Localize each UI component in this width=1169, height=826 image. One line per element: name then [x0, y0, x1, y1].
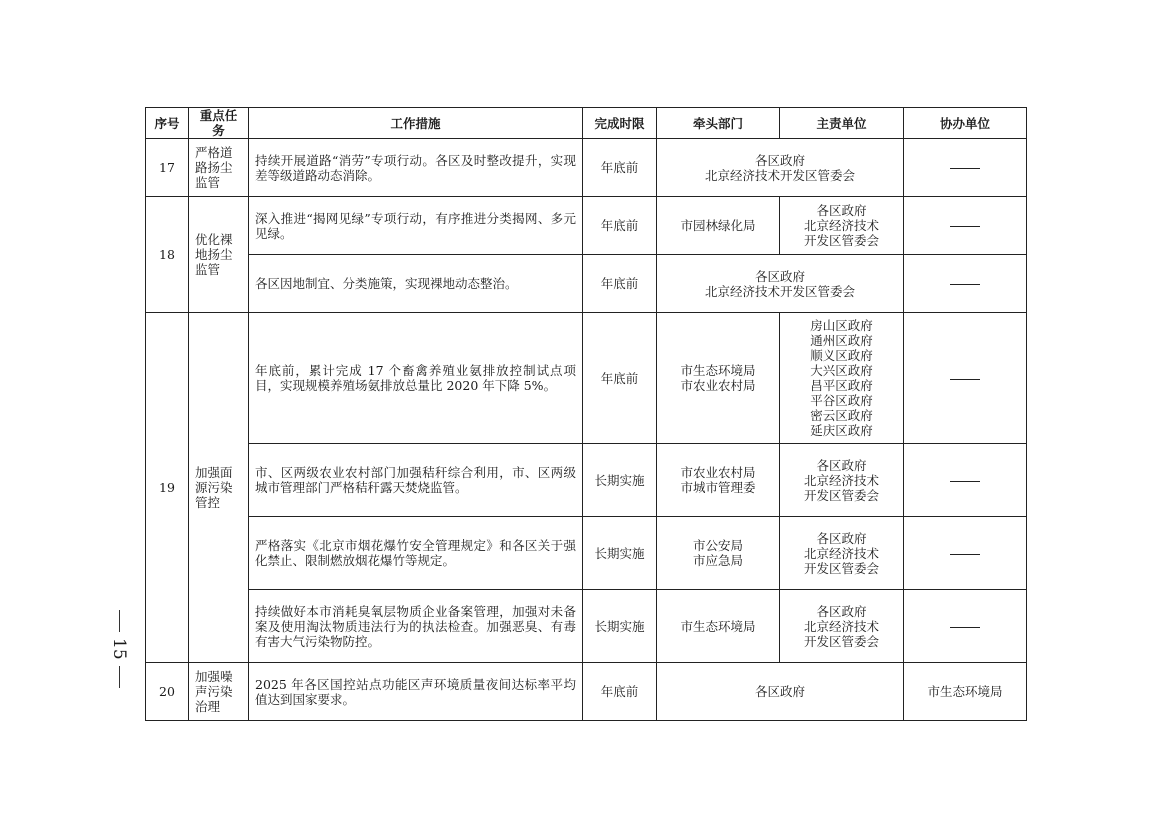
unit-name: 各区政府: [816, 603, 867, 619]
unit-name: 开发区管委会: [803, 233, 879, 248]
unit-name: 市农业农村局: [680, 378, 756, 393]
unit-name: 各区政府: [816, 530, 867, 546]
unit-name: 市农业农村局: [680, 465, 756, 480]
header-main: 主责单位: [780, 108, 904, 139]
unit-name: 顺义区政府: [810, 348, 873, 363]
table-row: [146, 255, 1027, 313]
row-assist: [904, 444, 1027, 517]
header-assist: 协办单位: [904, 108, 1027, 139]
row-deadline: 年底前: [583, 197, 657, 255]
row-deadline: 长期实施: [583, 517, 657, 590]
unit-name: 昌平区政府: [810, 378, 873, 393]
row-lead-merged: [657, 139, 904, 197]
header-lead: 牵头部门: [657, 108, 780, 139]
table-row: [146, 197, 1027, 255]
unit-name: 房山区政府: [810, 318, 873, 333]
row-lead: [657, 517, 780, 590]
row-assist: [904, 139, 1027, 197]
unit-name: 开发区管委会: [803, 487, 879, 503]
table-row: [146, 313, 1027, 444]
table-header-row: [146, 108, 1027, 139]
row-assist: [904, 197, 1027, 255]
dash-mark: [950, 554, 980, 555]
row-measure: 持续做好本市消耗臭氧层物质企业备案管理，加强对未备案及使用淘汰物质违法行为的执法检查。加强恶臭、有毒有害大气污染物防控。: [249, 590, 583, 663]
row-measure: 年底前，累计完成 17 个畜禽养殖业氨排放控制试点项目，实现规模养殖场氨排放总量比 2020 年下降 5%。: [249, 313, 583, 444]
unit-name: 北京经济技术开发区管委会: [704, 167, 855, 183]
row-measure: 深入推进“揭网见绿”专项行动，有序推进分类揭网、多元见绿。: [249, 197, 583, 255]
unit-name: 北京经济技术: [803, 218, 879, 233]
row-deadline: 长期实施: [583, 590, 657, 663]
table-row: [146, 663, 1027, 721]
unit-name: 各区政府: [816, 203, 867, 218]
unit-name: 各区政府: [816, 457, 867, 473]
row-deadline: 年底前: [583, 313, 657, 444]
row-measure: 持续开展道路“消劳”专项行动。各区及时整改提升，实现差等级道路动态消除。: [249, 139, 583, 197]
row-lead: 市生态环境局: [657, 590, 780, 663]
page-number-bar-bottom: [119, 666, 120, 688]
row-task: 加强噪声污染治理: [189, 663, 249, 721]
row-lead: 市园林绿化局: [657, 197, 780, 255]
header-measure: 工作措施: [249, 108, 583, 139]
row-seq: 19: [146, 313, 189, 663]
row-measure: 2025 年各区国控站点功能区声环境质量夜间达标率平均值达到国家要求。: [249, 663, 583, 721]
unit-name: 平谷区政府: [810, 393, 873, 408]
task-table: [145, 107, 1027, 721]
unit-name: 延庆区政府: [810, 423, 873, 438]
row-assist: [904, 517, 1027, 590]
row-task: 加强面源污染管控: [189, 313, 249, 663]
unit-name: 北京经济技术: [803, 545, 879, 561]
unit-name: 开发区管委会: [803, 560, 879, 576]
dash-mark: [950, 627, 980, 628]
row-lead-merged: [657, 255, 904, 313]
row-main: [780, 444, 904, 517]
row-lead: [657, 313, 780, 444]
unit-name: 密云区政府: [810, 408, 873, 423]
row-assist: 市生态环境局: [904, 663, 1027, 721]
dash-mark: [950, 379, 980, 380]
row-assist: [904, 313, 1027, 444]
row-deadline: 年底前: [583, 255, 657, 313]
row-seq: 18: [146, 197, 189, 313]
unit-name: 北京经济技术开发区管委会: [704, 283, 855, 299]
row-seq: 17: [146, 139, 189, 197]
row-assist: [904, 255, 1027, 313]
unit-name: 各区政府: [754, 268, 805, 284]
unit-name: 北京经济技术: [803, 472, 879, 488]
dash-mark: [950, 481, 980, 482]
row-lead-merged: 各区政府: [657, 663, 904, 721]
row-main: [780, 197, 904, 255]
row-deadline: 年底前: [583, 663, 657, 721]
unit-name: 市公安局: [692, 538, 743, 553]
row-task: 优化裸地扬尘监管: [189, 197, 249, 313]
page-number-text: 15: [109, 638, 129, 660]
row-lead: [657, 444, 780, 517]
row-seq: 20: [146, 663, 189, 721]
header-task: 重点任务: [189, 108, 249, 139]
table-row: [146, 590, 1027, 663]
header-deadline: 完成时限: [583, 108, 657, 139]
table-row: [146, 517, 1027, 590]
row-measure: 市、区两级农业农村部门加强秸秆综合利用，市、区两级城市管理部门严格秸秆露天焚烧监管。: [249, 444, 583, 517]
unit-name: 通州区政府: [810, 333, 873, 348]
unit-name: 市生态环境局: [680, 363, 756, 378]
row-assist: [904, 590, 1027, 663]
header-seq: 序号: [146, 108, 189, 139]
row-deadline: 长期实施: [583, 444, 657, 517]
row-measure: 严格落实《北京市烟花爆竹安全管理规定》和各区关于强化禁止、限制燃放烟花爆竹等规定。: [249, 517, 583, 590]
dash-mark: [950, 226, 980, 227]
row-main: [780, 517, 904, 590]
table-row: [146, 139, 1027, 197]
row-main: [780, 313, 904, 444]
dash-mark: [950, 284, 980, 285]
unit-name: 开发区管委会: [803, 633, 879, 649]
unit-name: 大兴区政府: [810, 363, 873, 378]
row-measure: 各区因地制宜、分类施策，实现裸地动态整治。: [249, 255, 583, 313]
unit-name: 各区政府: [754, 152, 805, 168]
page-number-bar-top: [119, 610, 120, 632]
row-main: [780, 590, 904, 663]
page-number: [105, 610, 133, 700]
table-row: [146, 444, 1027, 517]
unit-name: 北京经济技术: [803, 618, 879, 634]
unit-name: 市城市管理委: [680, 480, 756, 495]
row-deadline: 年底前: [583, 139, 657, 197]
dash-mark: [950, 168, 980, 169]
unit-name: 市应急局: [692, 553, 743, 568]
row-task: 严格道路扬尘监管: [189, 139, 249, 197]
